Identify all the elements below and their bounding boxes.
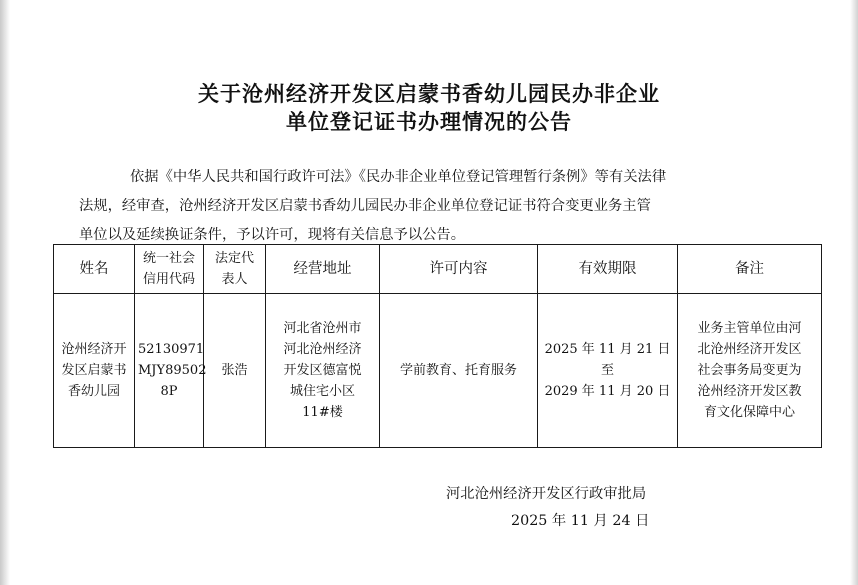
signature-date: 2025 年 11 月 24 日 (511, 513, 650, 529)
license-info-table (53, 244, 822, 448)
header-legal-rep (204, 245, 266, 294)
cell-credit-code-line-3: 8P (160, 384, 178, 399)
cell-remarks-line-2: 北沧州经济开发区 (697, 342, 802, 357)
cell-credit-code (135, 294, 207, 448)
notice-title-line-1: 关于沧州经济开发区启蒙书香幼儿园民办非企业 (198, 82, 660, 106)
cell-remarks-line-3: 社会事务局变更为 (697, 363, 802, 378)
cell-remarks-line-1: 业务主管单位由河 (697, 321, 802, 336)
cell-name-line-1: 沧州经济开 (61, 342, 127, 357)
cell-permit: 学前教育、托育服务 (380, 294, 538, 448)
cell-name-line-3: 香幼儿园 (67, 384, 120, 399)
header-validity: 有效期限 (538, 245, 678, 294)
cell-address (266, 294, 380, 448)
cell-validity (538, 294, 678, 448)
cell-name (54, 294, 135, 448)
cell-legal-rep: 张浩 (204, 294, 266, 448)
header-credit-code-line-1: 统一社会 (142, 251, 195, 266)
body-paragraph-line-1: 依据《中华人民共和国行政许可法》《民办非企业单位登记管理暂行条例》等有关法律 (130, 169, 667, 185)
cell-validity-line-1: 2025 年 11 月 21 日至 (544, 342, 671, 378)
cell-validity-line-2: 2029 年 11 月 20 日 (544, 384, 671, 399)
table-row (54, 294, 822, 448)
header-credit-code (135, 245, 204, 294)
body-paragraph-line-2: 法规，经审查，沧州经济开发区启蒙书香幼儿园民办非企业单位登记证书符合变更业务主管 (79, 198, 651, 214)
cell-name-line-2: 发区启蒙书 (61, 363, 127, 378)
cell-remarks-line-5: 育文化保障中心 (703, 405, 795, 420)
cell-remarks (678, 294, 822, 448)
signature-organization: 河北沧州经济开发区行政审批局 (446, 486, 647, 502)
header-name: 姓名 (54, 245, 135, 294)
header-permit: 许可内容 (380, 245, 538, 294)
cell-credit-code-line-2: MJY89502 (138, 363, 207, 378)
notice-title-line-2: 单位登记证书办理情况的公告 (286, 110, 572, 134)
header-credit-code-line-2: 信用代码 (142, 272, 195, 287)
cell-address-line-2: 河北沧州经济 (283, 342, 362, 357)
cell-remarks-line-4: 沧州经济开发区教 (697, 384, 802, 399)
cell-address-line-3: 开发区德富悦 (283, 363, 362, 378)
cell-address-line-4: 城住宅小区 (289, 384, 355, 399)
cell-address-line-5: 11#楼 (302, 405, 343, 420)
header-legal-rep-line-1: 法定代 (214, 251, 254, 266)
cell-address-line-1: 河北省沧州市 (283, 321, 362, 336)
table-header-row (54, 245, 822, 294)
body-paragraph-line-3: 单位以及延续换证条件，予以许可，现将有关信息予以公告。 (79, 227, 466, 243)
header-remarks: 备注 (678, 245, 822, 294)
header-address: 经营地址 (266, 245, 380, 294)
header-legal-rep-line-2: 表人 (221, 272, 248, 287)
cell-credit-code-line-1: 52130971 (138, 342, 205, 357)
